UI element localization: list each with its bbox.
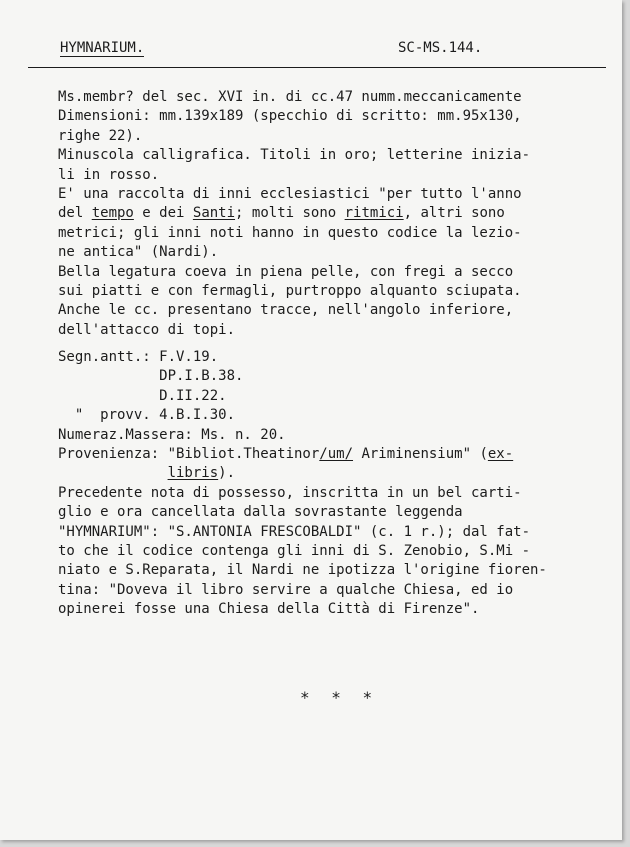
text-line: Dimensioni: mm.139x189 (specchio di scritto: mm.95x130, bbox=[58, 108, 522, 125]
text-line: righe 22). bbox=[58, 127, 143, 144]
underlined-term: libris bbox=[167, 465, 219, 482]
text-line: Segn.antt.: F.V.19. bbox=[58, 349, 219, 366]
text-line: dell'attacco di topi. bbox=[58, 321, 236, 338]
text-line: " provv. 4.B.I.30. bbox=[58, 407, 236, 424]
text-line: li in rosso. bbox=[58, 166, 160, 183]
text-line: DP.I.B.38. bbox=[58, 368, 244, 385]
text-segment: e dei bbox=[133, 205, 193, 222]
paragraph-gap bbox=[58, 340, 618, 348]
text-line bbox=[58, 464, 618, 483]
text-line: tina: "Doveva il libro servire a qualche Chiesa, ed io bbox=[58, 581, 514, 598]
text-segment: ). bbox=[218, 465, 236, 482]
text-segment: ; molti sono bbox=[235, 205, 345, 222]
text-segment: , altri sono bbox=[403, 205, 505, 222]
text-line: D.II.22. bbox=[58, 387, 227, 404]
text-line: "HYMNARIUM": "S.ANTONIA FRESCOBALDI" (c. 1 r.); dal fat- bbox=[58, 523, 531, 540]
shelfmark: SC-MS.144. bbox=[398, 40, 483, 56]
text-line: E' una raccolta di inni ecclesiastici "per tutto l'anno bbox=[58, 185, 522, 202]
text-line: ne antica" (Nardi). bbox=[58, 244, 219, 261]
section-ornament: * * * bbox=[300, 688, 379, 707]
header-rule bbox=[28, 67, 606, 68]
text-line: Minuscola calligrafica. Titoli in oro; letterine inizia- bbox=[58, 147, 531, 164]
text-line: opinerei fosse una Chiesa della Città di Firenze". bbox=[58, 601, 480, 618]
text-line: Precedente nota di possesso, inscritta in un bel carti- bbox=[58, 484, 522, 501]
text-segment: Ariminensium" ( bbox=[353, 446, 488, 463]
underlined-term: Santi bbox=[192, 205, 236, 222]
text-line: glio e ora cancellata dalla sovrastante leggenda bbox=[58, 504, 463, 521]
underlined-term: ritmici bbox=[344, 205, 404, 222]
underlined-term: tempo bbox=[91, 205, 134, 222]
text-line: to che il codice contenga gli inni di S. Zenobio, S.Mi - bbox=[58, 542, 531, 559]
document-title: HYMNARIUM. bbox=[60, 40, 145, 56]
text-line: Ms.membr? del sec. XVI in. di cc.47 numm.meccanicamente bbox=[58, 89, 522, 105]
text-segment bbox=[58, 465, 168, 481]
underlined-term: /um/ bbox=[319, 446, 354, 463]
text-line: metrici; gli inni noti hanno in questo codice la lezio- bbox=[58, 224, 522, 241]
text-segment: del bbox=[58, 205, 92, 222]
text-line: sui piatti e con fermagli, purtroppo alquanto sciupata. bbox=[58, 282, 522, 299]
text-line: Numeraz.Massera: Ms. n. 20. bbox=[58, 426, 286, 443]
catalog-entry bbox=[58, 88, 618, 620]
text-line: Bella legatura coeva in piena pelle, con fregi a secco bbox=[58, 263, 514, 280]
text-line bbox=[58, 445, 618, 464]
text-line: niato e S.Reparata, il Nardi ne ipotizza l'origine fioren- bbox=[58, 562, 547, 579]
text-segment: Provenienza: "Bibliot.Theatinor bbox=[58, 446, 320, 463]
underlined-term: ex- bbox=[487, 446, 514, 463]
text-line: Anche le cc. presentano tracce, nell'angolo inferiore, bbox=[58, 302, 514, 319]
text-line bbox=[58, 204, 618, 223]
